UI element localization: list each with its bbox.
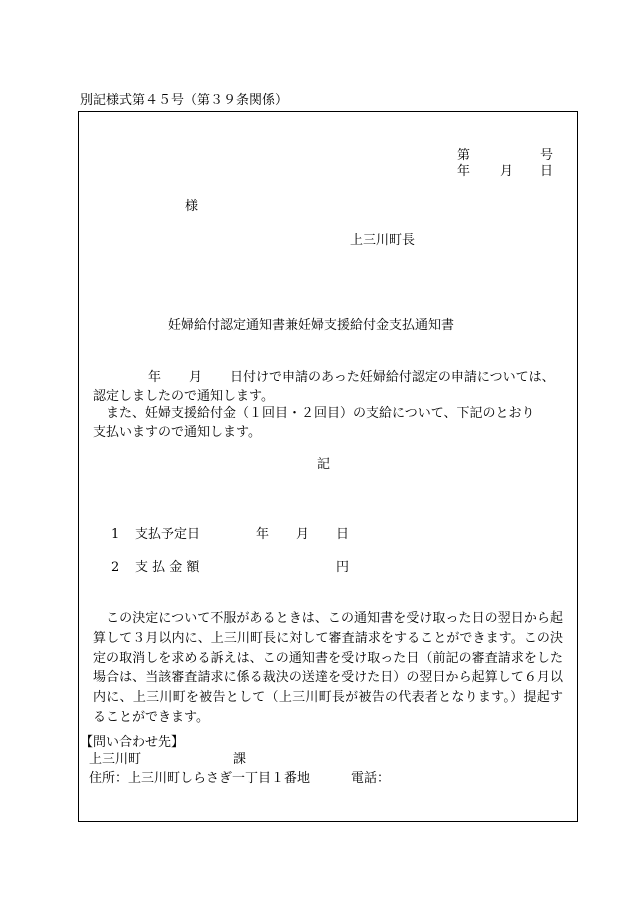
item-1-year: 年 xyxy=(256,527,270,542)
doc-number-prefix: 第 xyxy=(457,148,471,163)
date-day: 日 xyxy=(540,164,554,179)
item-1-day: 日 xyxy=(336,527,350,542)
recipient-honorific: 様 xyxy=(185,199,199,214)
body-line1: 日付けで申請のあった妊婦給付認定の申請については、 xyxy=(230,370,555,385)
date-year: 年 xyxy=(457,164,471,179)
body-line2: 認定しましたので通知します。 xyxy=(93,389,274,404)
document-title: 妊婦給付認定通知書兼妊婦支援給付金支払通知書 xyxy=(168,318,455,333)
body-line3: また、妊婦支援給付金（１回目・２回目）の支給について、下記のとおり xyxy=(93,406,535,421)
body-line4: 支払いますので通知します。 xyxy=(93,425,261,440)
form-number-label: 別記様式第４５号（第３９条関係） xyxy=(80,93,289,108)
item-2-unit: 円 xyxy=(336,560,350,575)
item-1-month: 月 xyxy=(296,527,310,542)
item-2-number: 2 xyxy=(111,560,120,575)
body-year: 年 xyxy=(148,370,162,385)
contact-phone-label: 電話： xyxy=(351,771,391,786)
date-month: 月 xyxy=(500,164,514,179)
item-2-label: 支 払 金 額 xyxy=(135,560,200,575)
contact-address: 住所：上三川町しらさぎ一丁目１番地 xyxy=(89,771,311,786)
contact-heading: 【問い合わせ先】 xyxy=(80,735,185,750)
item-1-label: 支払予定日 xyxy=(135,527,201,542)
ki-label: 記 xyxy=(317,457,331,472)
item-1-number: 1 xyxy=(111,527,120,542)
contact-town: 上三川町 xyxy=(89,752,142,767)
appeal-notice: この決定について不服があるときは、この通知書を受け取った日の翌日から起算して３月以内に、上三川町長に対して審査請求をすることができます。この決定の取消しを求める訴えは、この通知書を受け取った日（前記の審査請求をした場合は、当該審査請求に係る裁決の送達を受けた日）の翌日から起算して６月以内に、上三川町を被告として（上三川町長が被告の代表者となります。）提起することができます。 xyxy=(93,611,563,725)
contact-department: 課 xyxy=(233,752,247,767)
doc-number-suffix: 号 xyxy=(540,148,554,163)
body-month: 月 xyxy=(189,370,203,385)
issuer-name: 上三川町長 xyxy=(350,233,416,248)
